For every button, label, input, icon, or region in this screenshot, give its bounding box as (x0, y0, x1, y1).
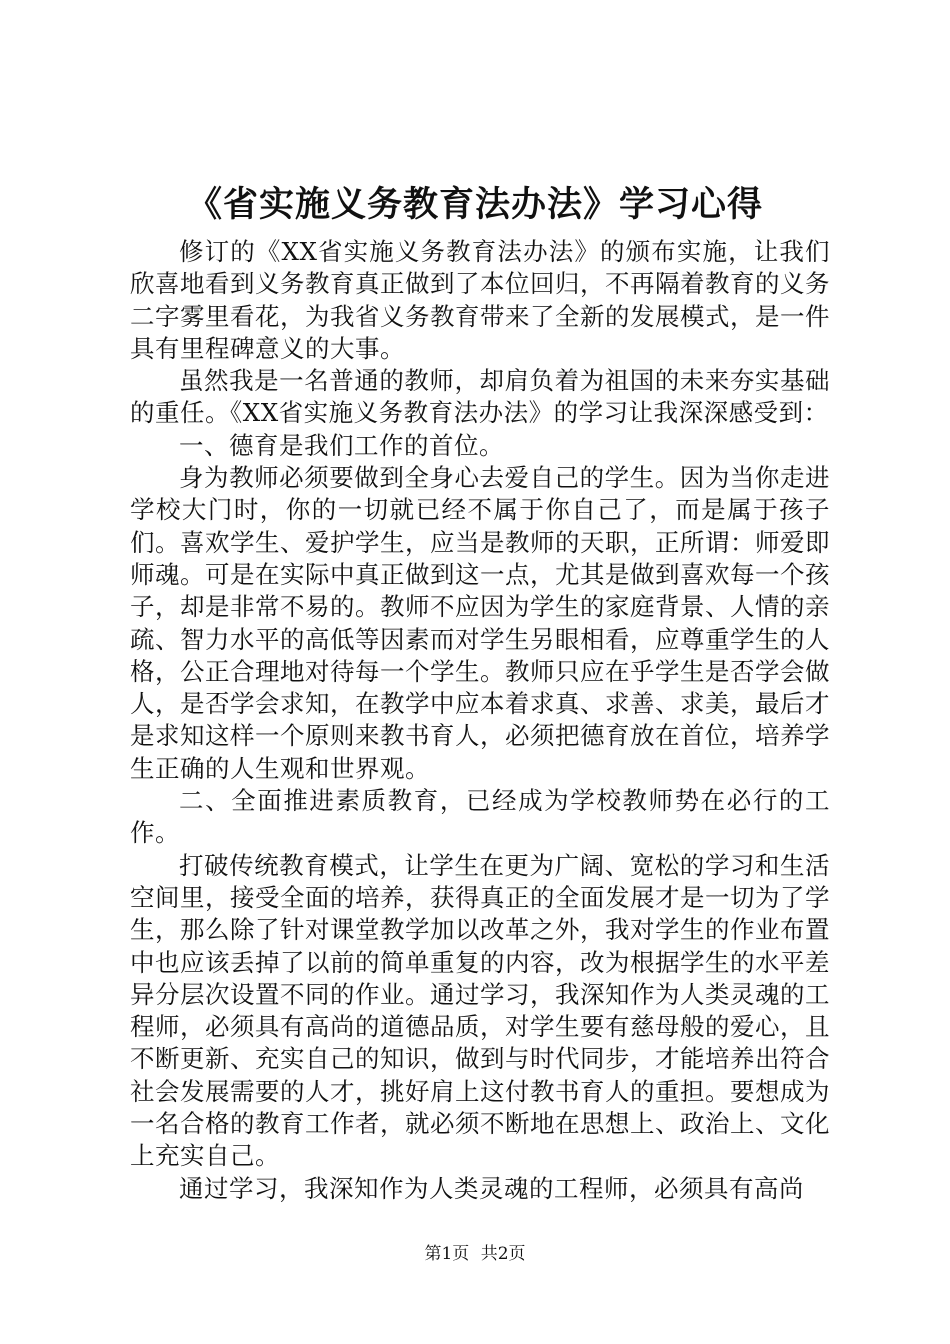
paragraph-quality-education: 打破传统教育模式，让学生在更为广阔、宽松的学习和生活空间里，接受全面的培养，获得真正的全面发展才是一切为了学生，那么除了针对课堂教学加以改革之外，我对学生的作业布置中也应该丢掉了以前的简单重复的内容，改为根据学生的水平差异分层次设置不同的作业。通过学习，我深知作为人类灵魂的工程师，必须具有高尚的道德品质，对学生要有慈母般的爱心，且不断更新、充实自己的知识，做到与时代同步，才能培养出符合社会发展需要的人才，挑好肩上这付教书育人的重担。要想成为一名合格的教育工作者，就必须不断地在思想上、政治上、文化上充实自己。 (130, 850, 830, 1171)
document-body (130, 236, 830, 1205)
section-heading-quality-education: 二、全面推进素质教育，已经成为学校教师势在必行的工作。 (130, 786, 830, 848)
paragraph-intro: 修订的《XX省实施义务教育法办法》的颁布实施，让我们欣喜地看到义务教育真正做到了本位回归，不再隔着教育的义务二字雾里看花，为我省义务教育带来了全新的发展模式，是一件具有里程碑意义的大事。 (130, 237, 830, 363)
section-heading-moral-education: 一、德育是我们工作的首位。 (179, 430, 504, 460)
page-number-current: 第1页 (424, 1244, 470, 1264)
page-number-total: 共2页 (480, 1244, 526, 1264)
paragraph-moral-education: 身为教师必须要做到全身心去爱自己的学生。因为当你走进学校大门时，你的一切就已经不属于你自己了，而是属于孩子们。喜欢学生、爱护学生，应当是教师的天职，正所谓：师爱即师魂。可是在实际中真正做到这一点，尤其是做到喜欢每一个孩子，却是非常不易的。教师不应因为学生的家庭背景、人情的亲疏、智力水平的高低等因素而对学生另眼相看，应尊重学生的人格，公正合理地对待每一个学生。教师只应在乎学生是否学会做人，是否学会求知，在教学中应本着求真、求善、求美，最后才是求知这样一个原则来教书育人，必须把德育放在首位，培养学生正确的人生观和世界观。 (130, 463, 830, 783)
document-title: 《省实施义务教育法办法》学习心得 (186, 184, 763, 225)
paragraph-teacher: 虽然我是一名普通的教师，却肩负着为祖国的未来夯实基础的重任。《XX省实施义务教育法办法》的学习让我深深感受到： (130, 366, 830, 428)
paragraph-closing: 通过学习，我深知作为人类灵魂的工程师，必须具有高尚 (179, 1173, 804, 1203)
page-footer (0, 1242, 950, 1266)
